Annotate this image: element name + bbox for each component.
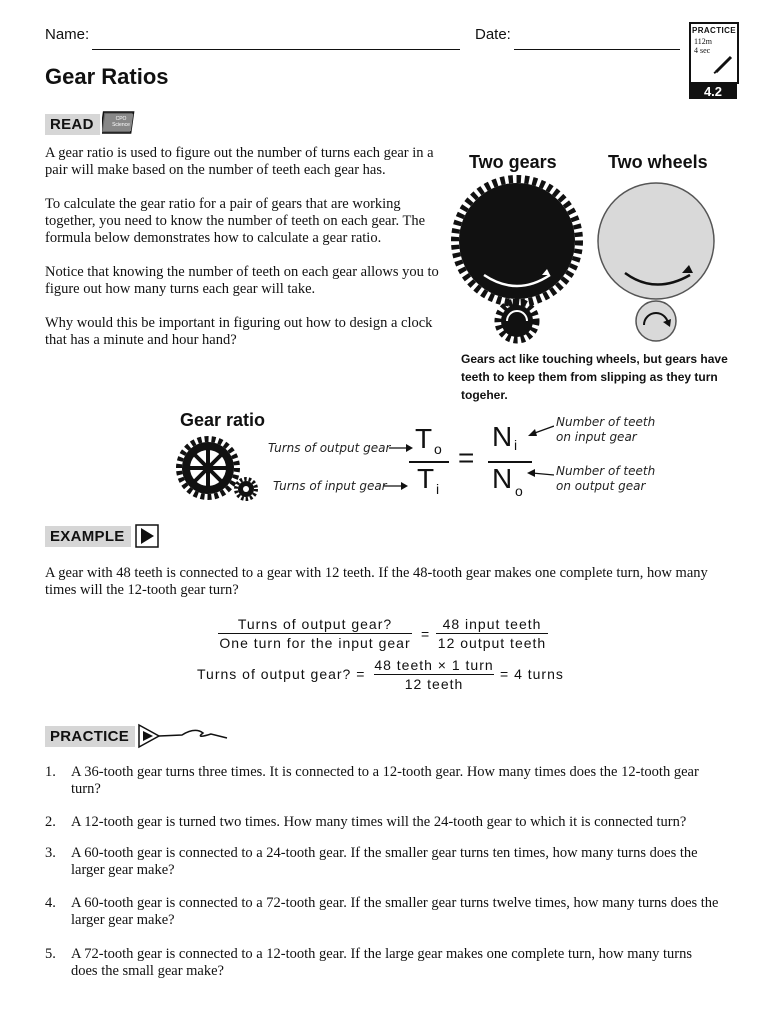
formula-sub-i-bottom: i	[436, 481, 440, 497]
practice-item-1-text: A 36-tooth gear turns three times. It is connected to a 12-tooth gear. How many times does the 12-tooth gear turn?	[71, 764, 699, 797]
example-question: A gear with 48 teeth is connected to a gear with 12 teeth. If the 48-tooth gear makes one complete turn, how many times will the 12-tooth gear turn?	[45, 565, 708, 598]
practice-item-4-number: 4.	[45, 895, 56, 911]
arrow-right-icon	[389, 443, 413, 453]
small-gear-icon	[498, 302, 536, 340]
eq2-line	[374, 674, 494, 675]
book-icon	[102, 109, 138, 140]
practice-badge	[689, 22, 739, 99]
large-gear-icon	[455, 179, 579, 303]
small-wheel-icon	[636, 301, 676, 341]
read-paragraph-2: To calculate the gear ratio for a pair of gears that are working together, you need to know the number of teeth on each gear. The formula below demonstrates how to calculate a gear ratio.	[45, 196, 426, 246]
arrow-left-icon	[526, 424, 554, 438]
read-paragraph-4: Why would this be important in figuring out how to design a clock that has a minute and hour hand?	[45, 315, 433, 348]
turns-input-label: Turns of input gear	[273, 479, 387, 493]
name-label: Name:	[45, 26, 90, 43]
formula-sub-i-top: i	[514, 437, 518, 453]
practice-item-4-text: A 60-tooth gear is connected to a 72-tooth gear. If the smaller gear turns twelve times, how many turns does the larger gear make?	[71, 895, 719, 928]
pencil-arrow-icon	[137, 721, 231, 751]
figure-caption: Gears act like touching wheels, but gears have teeth to keep them from slipping as they turn togeher.	[461, 352, 728, 402]
example-tag: EXAMPLE	[45, 526, 131, 547]
teeth-output-label: Number of teeth on output gear	[556, 464, 656, 493]
eq1-right-denominator: 12 output teeth	[437, 635, 547, 651]
pencil-icon	[713, 54, 735, 74]
book-label: CPO Science	[112, 116, 130, 128]
read-paragraph-3: Notice that knowing the number of teeth on each gear allows you to figure out how many turns each gear will take.	[45, 264, 439, 297]
turns-output-label: Turns of output gear	[268, 441, 391, 455]
date-line[interactable]	[514, 49, 680, 50]
formula-t-input: T	[417, 463, 435, 494]
formula-t-output: T	[415, 423, 433, 454]
read-tag: READ	[45, 114, 100, 135]
name-line[interactable]	[92, 49, 460, 50]
eq1-left-line	[218, 633, 412, 634]
page-title: Gear Ratios	[45, 64, 169, 89]
eq1-left-numerator: Turns of output gear?	[237, 616, 393, 632]
practice-item-2-text: A 12-tooth gear is turned two times. How many times will the 24-tooth gear to which it is connected turn?	[71, 814, 687, 830]
eq2-numerator: 48 teeth × 1 turn	[374, 657, 494, 673]
badge-top-text: PRACTICE	[691, 26, 737, 35]
arrow-left-icon-2	[526, 468, 554, 480]
eq1-right-numerator: 48 input teeth	[442, 616, 542, 632]
practice-item-5-number: 5.	[45, 946, 56, 962]
formula-sub-o-bottom: o	[515, 483, 523, 499]
badge-line1: 112m	[694, 37, 712, 46]
read-paragraph-1: A gear ratio is used to figure out the number of turns each gear in a pair will make based on the number of teeth each gear has.	[45, 145, 434, 178]
two-gears-heading: Two gears	[469, 152, 557, 172]
eq2-denominator: 12 teeth	[404, 676, 464, 692]
practice-item-3-text: A 60-tooth gear is connected to a 24-tooth gear. If the smaller gear turns ten times, how many turns does the larger gear make?	[71, 845, 698, 878]
practice-item-1-number: 1.	[45, 764, 56, 780]
formula-n-output: N	[492, 463, 513, 494]
practice-item-3-number: 3.	[45, 845, 56, 861]
practice-item-5-text: A 72-tooth gear is connected to a 12-tooth gear. If the large gear makes one complete turn, how many turns does the small gear make?	[71, 946, 693, 979]
arrow-right-icon-2	[384, 481, 408, 491]
gear-ratio-title: Gear ratio	[180, 410, 266, 430]
gear-pair-icon	[176, 434, 262, 504]
formula-sub-o-top: o	[434, 441, 442, 457]
eq2-result: = 4 turns	[500, 666, 564, 682]
practice-item-2-number: 2.	[45, 814, 56, 830]
gears-wheels-illustration	[450, 175, 740, 350]
eq1-equals: =	[421, 626, 431, 642]
practice-tag: PRACTICE	[45, 726, 135, 747]
eq2-left: Turns of output gear? =	[197, 666, 366, 682]
formula-equals: =	[458, 442, 475, 473]
play-arrow-icon	[135, 524, 159, 548]
formula-n-input: N	[492, 421, 513, 452]
eq1-right-line	[436, 633, 548, 634]
eq1-left-denominator: One turn for the input gear	[219, 635, 411, 651]
badge-line2: 4 sec	[694, 46, 711, 55]
date-label: Date:	[475, 26, 511, 43]
two-wheels-heading: Two wheels	[608, 152, 708, 172]
teeth-input-label: Number of teeth on input gear	[556, 415, 656, 444]
badge-number: 4.2	[689, 84, 737, 99]
large-wheel-icon	[598, 183, 714, 299]
